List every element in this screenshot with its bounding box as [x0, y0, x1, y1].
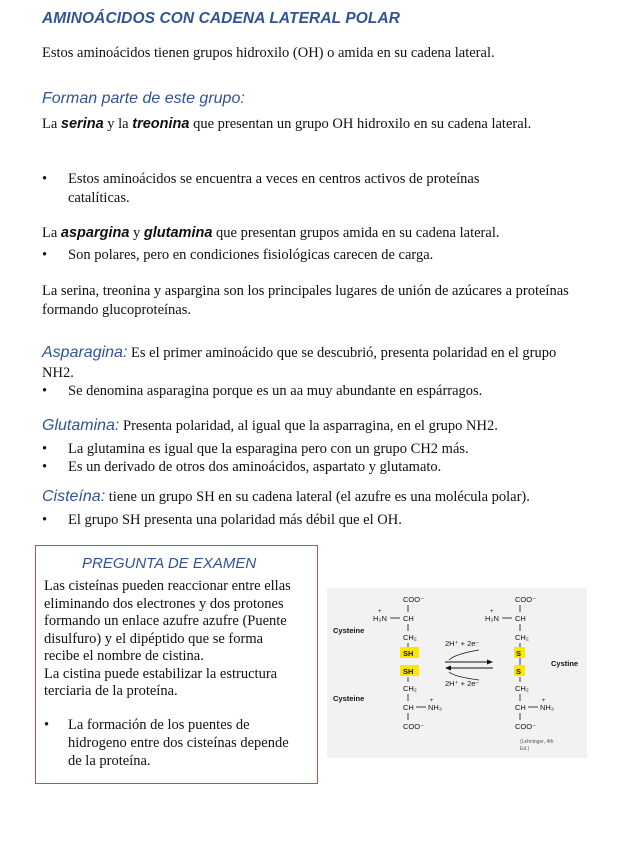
cisteina-paragraph: Cisteína: tiene un grupo SH en su cadena lateral (el azufre es una molécula polar). [42, 488, 530, 505]
svg-text:CH₂: CH₂ [515, 633, 529, 642]
svg-text:COO⁻: COO⁻ [403, 722, 425, 731]
asparagina-paragraph: Asparagina: Es el primer aminoácido que se descubrió, presenta polaridad en el grupo NH2. [42, 344, 557, 381]
svg-text:NH₃: NH₃ [428, 703, 442, 712]
glutamina-heading: Glutamina: [42, 417, 120, 434]
aspargina-term: aspargina [60, 225, 130, 241]
serina-term: serina [60, 116, 104, 132]
svg-text:CH: CH [403, 614, 414, 623]
s-bottom: S [516, 667, 522, 676]
treonina-term: treonina [132, 116, 190, 132]
glutamina-paragraph: Glutamina: Presenta polaridad, al igual que la asparragina, en el grupo NH2. [42, 417, 498, 434]
cisteina-heading: Cisteína: [42, 488, 106, 505]
svg-text:+: + [542, 698, 546, 704]
svg-text:CH: CH [515, 703, 526, 712]
figure-source: (Lehninger, 4th [520, 739, 554, 745]
svg-text:+: + [378, 609, 382, 615]
serina-treonina-paragraph: La serina y la treonina que presentan un grupo OH hidroxilo en su cadena lateral. [42, 116, 532, 132]
exam-title: PREGUNTA DE EXAMEN [82, 555, 257, 572]
svg-text:CH: CH [515, 614, 526, 623]
svg-text:CH₂: CH₂ [515, 684, 529, 693]
svg-text:COO⁻: COO⁻ [515, 722, 537, 731]
svg-text:CH₂: CH₂ [403, 633, 417, 642]
page-title: AMINOÁCIDOS CON CADENA LATERAL POLAR [42, 10, 401, 27]
reaction-reverse: 2H⁺ + 2e⁻ [445, 679, 480, 688]
svg-text:+: + [490, 609, 494, 615]
glucoproteinas-paragraph: La serina, treonina y aspargina son los principales lugares de unión de azúcares a proteínas formando glucoproteínas. [42, 283, 569, 318]
intro-paragraph: Estos aminoácidos tienen grupos hidroxilo (OH) o amida en su cadena lateral. [42, 45, 495, 61]
glutamina-term: glutamina [143, 225, 213, 241]
svg-text:+: + [430, 698, 434, 704]
exam-bullet: • La formación de los puentes de hidrogeno entre dos cisteínas depende de la proteína. [44, 717, 289, 769]
sh-bottom: SH [403, 667, 414, 676]
svg-text:CH₂: CH₂ [403, 684, 417, 693]
cystine-label: Cystine [551, 659, 579, 668]
cysteine-label-top: Cysteine [333, 626, 365, 635]
cysteine-cystine-figure [327, 588, 587, 758]
h3n-top-left: H₃N [373, 614, 387, 623]
reaction-diagram [327, 588, 587, 758]
asparagina-heading: Asparagina: [42, 344, 128, 361]
cysteine-label-bottom: Cysteine [333, 694, 365, 703]
svg-text:Ed.): Ed.) [520, 746, 530, 752]
s-top: S [516, 649, 522, 658]
sh-top: SH [403, 649, 414, 658]
group-heading: Forman parte de este grupo: [42, 90, 245, 107]
aspargina-glutamina-paragraph: La aspargina y glutamina que presentan grupos amida en su cadena lateral. [42, 225, 500, 241]
svg-text:COO⁻: COO⁻ [515, 595, 537, 604]
svg-text:CH: CH [403, 703, 414, 712]
reaction-forward: 2H⁺ + 2e⁻ [445, 639, 480, 648]
exam-text: Las cisteínas pueden reaccionar entre ellas eliminando dos electrones y dos protones formando un enlace azufre azufre (Puente disulfuro) y el dipéptido que se forma recibe el nombre de cistina. La cistina puede estabilizar la estructura terciaria de la proteína. [44, 578, 291, 699]
svg-text:H₃N: H₃N [485, 614, 499, 623]
coo-top-left: COO⁻ [403, 595, 425, 604]
svg-text:NH₃: NH₃ [540, 703, 554, 712]
